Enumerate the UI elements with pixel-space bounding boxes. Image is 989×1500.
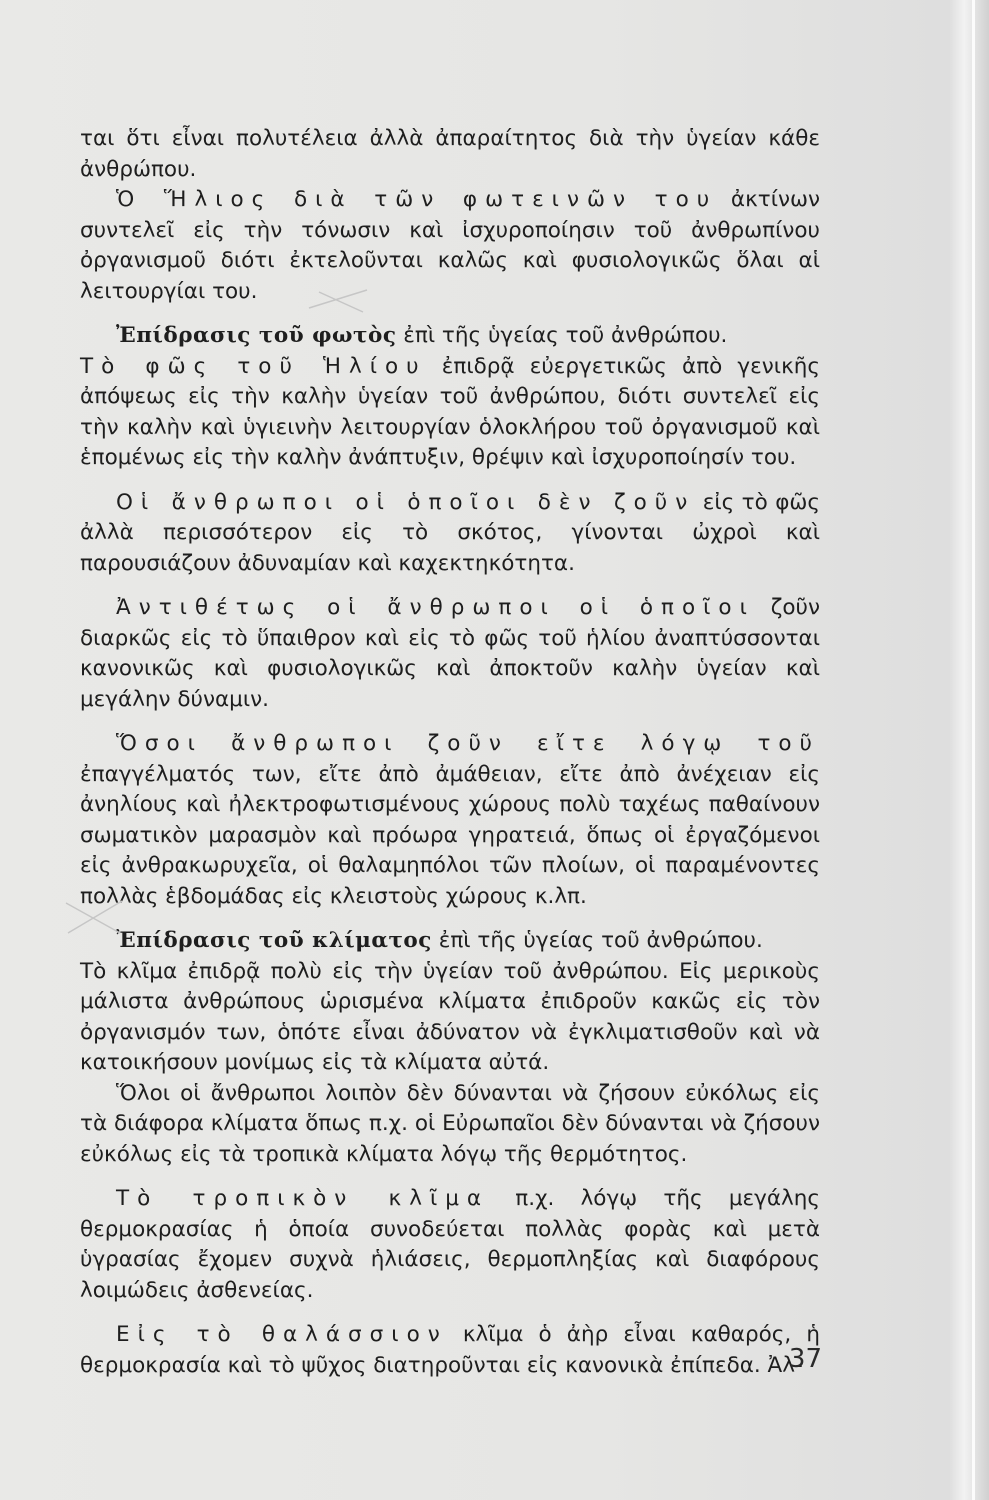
page-number: 37 [788, 1344, 822, 1374]
spaced-emphasis: Οἱ ἄνθρωποι οἱ ὁποῖοι δὲν ζοῦν [116, 489, 696, 515]
paragraph-tropical [80, 1184, 820, 1306]
paragraph-text: Ὅλοι οἱ ἄνθρωποι λοιπὸν δὲν δύνανται νὰ ζήσουν εὐκόλως εἰς τὰ διάφορα κλίματα ὅπως π.χ. οἱ Εὐρωπαῖοι δὲν δύνανται νὰ ζήσουν εὐκόλως εἰς τὰ τροπικὰ κλίματα λόγῳ τῆς θερμότητος. [80, 1080, 820, 1167]
paragraph-europeans [80, 1079, 820, 1171]
heading-bold: Ἐπίδρασις τοῦ κλίματος [116, 928, 432, 953]
body-text [80, 124, 820, 1381]
heading-text: ἐπὶ τῆς ὑγείας τοῦ ἀνθρώπου. [396, 323, 728, 348]
paragraph-outdoors [80, 593, 820, 715]
paragraph-maritime [80, 1320, 820, 1381]
spaced-emphasis: Ὁ Ἥλιος διὰ τῶν φωτεινῶν του [116, 187, 718, 212]
spaced-emphasis: Τὸ τροπικὸν κλῖμα [116, 1186, 490, 1211]
paragraph-text: ἐπαγγέλματός των, εἴτε ἀπὸ ἀμάθειαν, εἴτε ἀπὸ ἀνέχειαν εἰς ἀνηλίους καὶ ἠλεκτροφωτισμένους χώρους πολὺ ταχέως παθαίνουν σωματικὸν μαρασμὸν καὶ πρόωρα γηρατειά, ὅπως οἱ ἐργαζόμενοι εἰς ἀνθρακωρυχεῖα, οἱ θαλαμηπόλοι τῶν πλοίων, οἱ παραμένοντες πολλὰς ἑβδομάδας εἰς κλειστοὺς χώρους κ.λπ. [80, 761, 820, 909]
spaced-emphasis: Ἀντιθέτως οἱ ἄνθρωποι οἱ ὁποῖοι [116, 595, 755, 620]
paragraph-light-effect [80, 352, 820, 474]
paragraph-text: ζοῦν διαρκῶς εἰς τὸ ὕπαιθρον καὶ εἰς τὸ φῶς τοῦ ἡλίου ἀναπτύσσονται κανονικῶς καὶ φυσιολογικῶς καὶ ἀποκτοῦν καλὴν ὑγείαν καὶ μεγάλην δύναμιν. [80, 595, 820, 712]
paragraph-sun [80, 185, 820, 307]
paragraph-text: ται ὅτι εἶναι πολυτέλεια ἀλλὰ ἀπαραίτητος διὰ τὴν ὑγείαν κάθε ἀνθρώπου. [80, 126, 820, 182]
pencil-mark [305, 280, 375, 320]
heading-bold: Ἐπίδρασις τοῦ φωτὸς [116, 323, 397, 348]
paragraph-darkness [80, 488, 820, 580]
spaced-emphasis: Τὸ φῶς τοῦ Ἡλίου [80, 353, 427, 379]
heading-text: ἐπὶ τῆς ὑγείας τοῦ ἀνθρώπου. [431, 928, 763, 953]
paragraph-text: Τὸ κλῖμα ἐπιδρᾷ πολὺ εἰς τὴν ὑγείαν τοῦ ἀνθρώπου. Εἰς μερικοὺς μάλιστα ἀνθρώπους ὡρισμένα κλίματα ἐπιδροῦν κακῶς εἰς τὸν ὀργανισμόν των, ὁπότε εἶναι ἀδύνατον νὰ ἐγκλιματισθοῦν καὶ νὰ κατοικήσουν μονίμως εἰς τὰ κλίματα αὐτά. [80, 958, 820, 1075]
paragraph-text: ἐπιδρᾷ εὐεργετικῶς ἀπὸ γενικῆς ἀπόψεως εἰς τὴν καλὴν ὑγείαν τοῦ ἀνθρώπου, διότι συντελεῖ εἰς τὴν καλὴν καὶ ὑγιεινὴν λειτουργίαν ὁλοκλήρου τοῦ ὀργανισμοῦ καὶ ἑπομένως εἰς τὴν καλὴν ἀνάπτυξιν, θρέψιν καὶ ἰσχυροποίησίν του. [80, 353, 820, 470]
spaced-emphasis: Εἰς τὸ θαλάσσιον [116, 1322, 448, 1347]
pencil-mark [60, 895, 130, 940]
paragraph-continuation [80, 124, 820, 185]
page-edge [972, 0, 975, 1500]
section-heading-climate [80, 926, 820, 957]
section-heading-light [80, 321, 820, 352]
paragraph-climate-effect [80, 957, 820, 1079]
paragraph-text: κλῖμα ὁ ἀὴρ εἶναι καθαρός, ἡ θερμοκρασία καὶ τὸ ψῦχος διατηροῦνται εἰς κανονικὰ ἐπίπεδα. Ἀλ- [80, 1322, 820, 1378]
paragraph-text: εἰς τὸ φῶς ἀλλὰ περισσότερον εἰς τὸ σκότος, γίνονται ὠχροὶ καὶ παρουσιάζουν ἀδυναμίαν καὶ καχεκτηκότητα. [80, 489, 820, 576]
paragraph-text: ἀκτίνων συντελεῖ εἰς τὴν τόνωσιν καὶ ἰσχυροποίησιν τοῦ ἀνθρωπίνου ὀργανισμοῦ διότι ἐκτελοῦνται καλῶς καὶ φυσιολογικῶς ὅλαι αἱ λειτουργίαι του. [80, 187, 820, 304]
paragraph-indoors [80, 729, 820, 912]
paragraph-text: π.χ. λόγῳ τῆς μεγάλης θερμοκρασίας ἡ ὁποία συνοδεύεται πολλὰς φορὰς καὶ μετὰ ὑγρασίας ἔχομεν συχνὰ ἡλιάσεις, θερμοπληξίας καὶ διαφόρους λοιμώδεις ἀσθενείας. [80, 1186, 820, 1303]
spaced-emphasis: Ὅσοι ἄνθρωποι ζοῦν εἴτε λόγῳ τοῦ [116, 731, 820, 756]
